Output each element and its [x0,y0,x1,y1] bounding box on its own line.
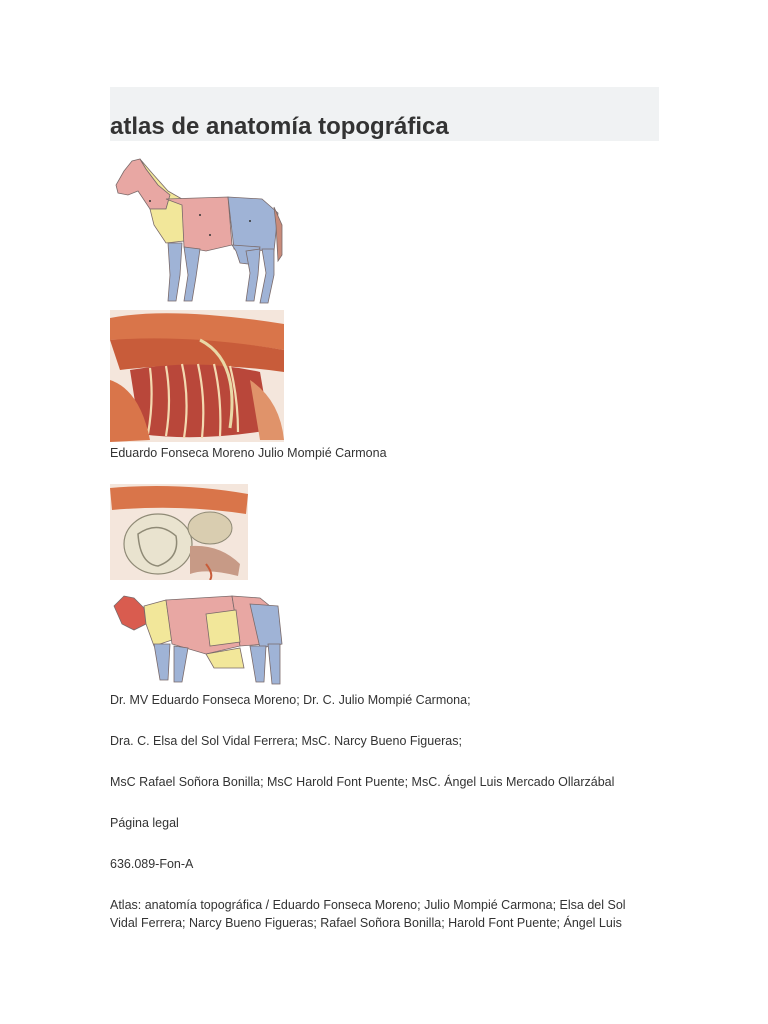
cow-topographic-regions-illustration [110,584,286,688]
page-title: atlas de anatomía topográfica [110,113,449,140]
authors-line-2: Dra. C. Elsa del Sol Vidal Ferrera; MsC. Narcy Bueno Figueras; [110,734,462,748]
cow-abdominal-dissection-illustration [110,484,248,580]
legal-page-heading: Página legal [110,816,179,830]
catalog-code: 636.089-Fon-A [110,857,194,871]
authors-line-3: MsC Rafael Soñora Bonilla; MsC Harold Font Puente; MsC. Ángel Luis Mercado Ollarzábal [110,775,615,789]
authors-line-1: Dr. MV Eduardo Fonseca Moreno; Dr. C. Julio Mompié Carmona; [110,693,471,707]
horse-topographic-regions-illustration [110,155,286,307]
horse-thoracic-dissection-illustration [110,310,284,442]
citation-text: Atlas: anatomía topográfica / Eduardo Fonseca Moreno; Julio Mompié Carmona; Elsa del Sol Vidal Ferrera; Narcy Bueno Figueras; Rafael Soñora Bonilla; Harold Font Puente; Ángel Luis [110,898,626,930]
authors-line: Eduardo Fonseca Moreno Julio Mompié Carmona [110,446,387,460]
